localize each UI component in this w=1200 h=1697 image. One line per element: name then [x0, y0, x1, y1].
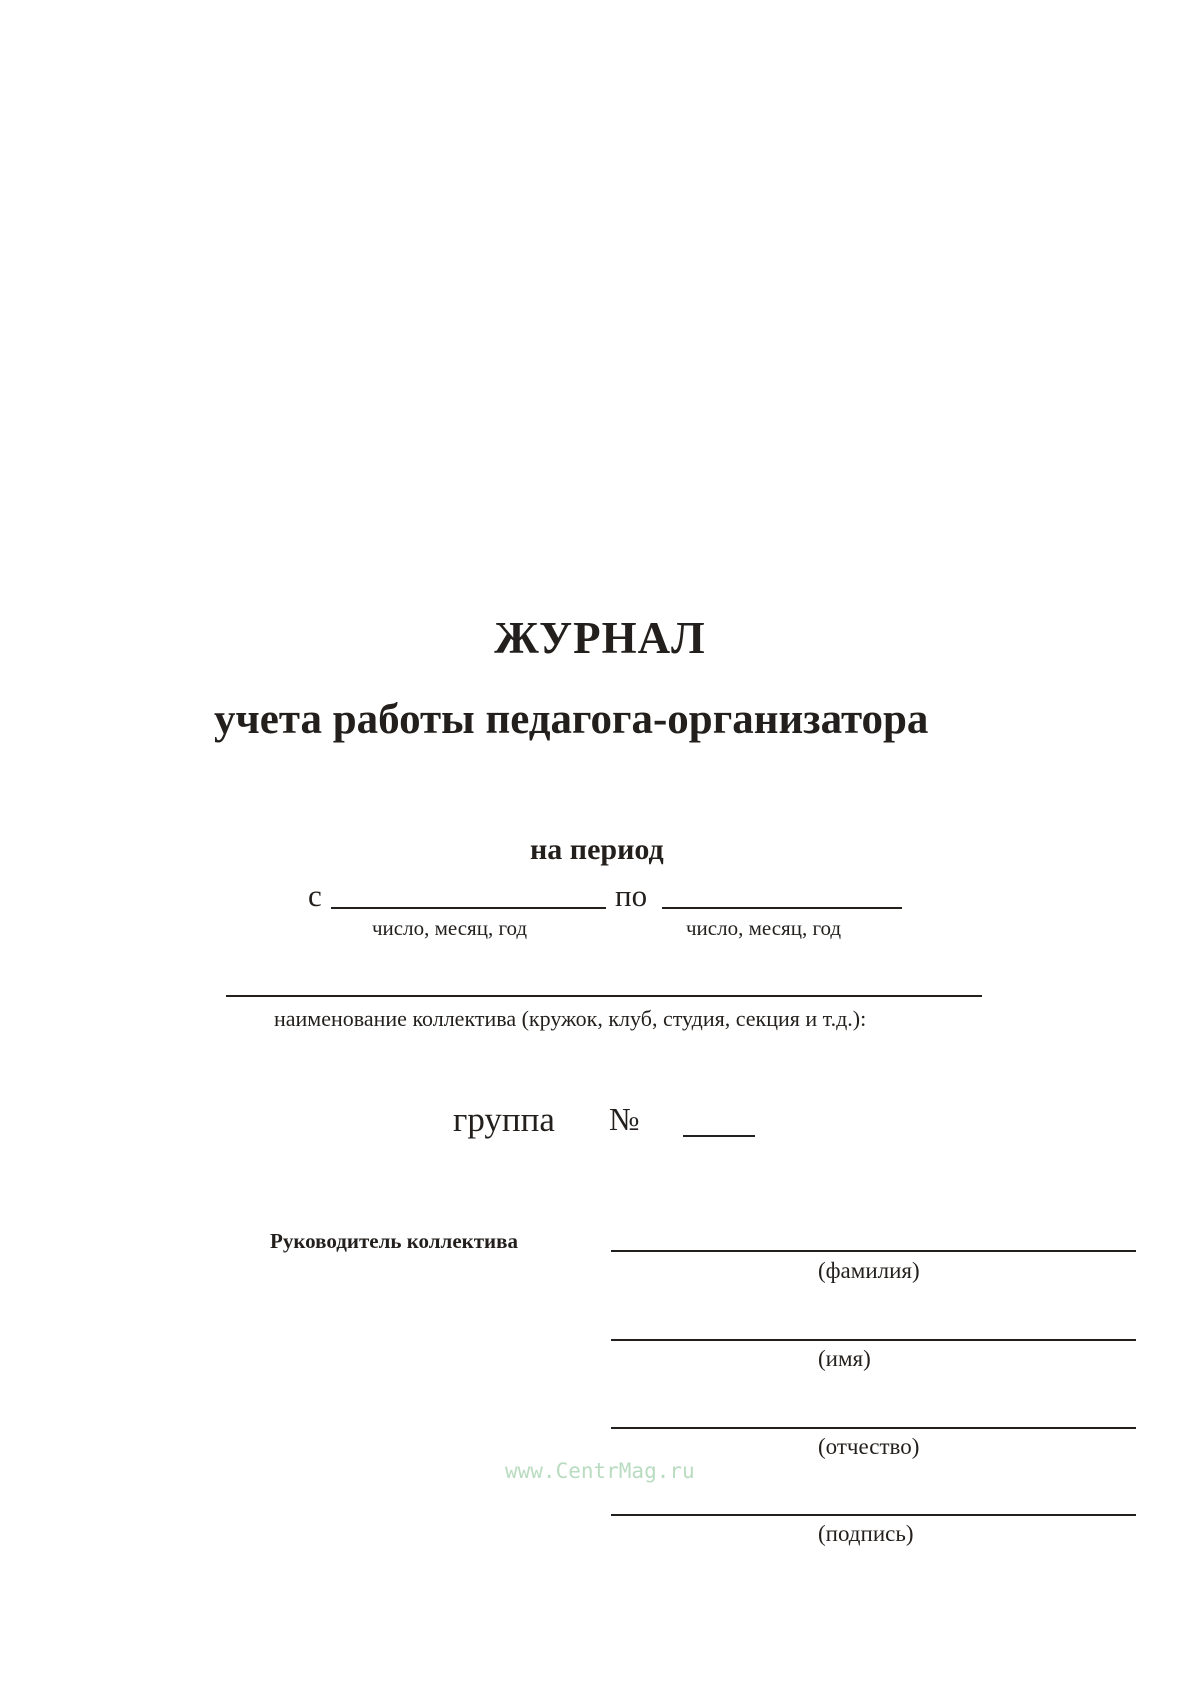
period-from-prefix: с	[308, 878, 322, 913]
document-title: ЖУРНАЛ	[494, 613, 706, 663]
period-to-field	[662, 907, 902, 909]
period-to-caption: число, месяц, год	[686, 916, 842, 940]
group-number-sign: №	[609, 1101, 640, 1137]
collective-name-caption: наименование коллектива (кружок, клуб, студия, секция и т.д.):	[274, 1006, 867, 1031]
leader-surname-field	[611, 1250, 1136, 1252]
leader-signature-caption: (подпись)	[818, 1521, 914, 1546]
leader-signature-field	[611, 1514, 1136, 1516]
leader-label: Руководитель коллектива	[270, 1229, 519, 1253]
leader-name-field	[611, 1339, 1136, 1341]
period-from-caption: число, месяц, год	[372, 916, 528, 940]
leader-patronymic-caption: (отчество)	[818, 1434, 920, 1459]
document-subtitle: учета работы педагога-организатора	[214, 696, 929, 743]
period-from-field	[331, 907, 606, 909]
group-label: группа	[453, 1100, 555, 1139]
period-heading: на период	[530, 833, 664, 866]
leader-patronymic-field	[611, 1427, 1136, 1429]
watermark: www.CentrMag.ru	[505, 1459, 695, 1483]
leader-name-caption: (имя)	[818, 1346, 871, 1371]
group-number-field	[683, 1135, 755, 1137]
collective-name-field	[226, 995, 982, 997]
leader-surname-caption: (фамилия)	[818, 1258, 920, 1283]
period-to-prefix: по	[615, 878, 648, 913]
